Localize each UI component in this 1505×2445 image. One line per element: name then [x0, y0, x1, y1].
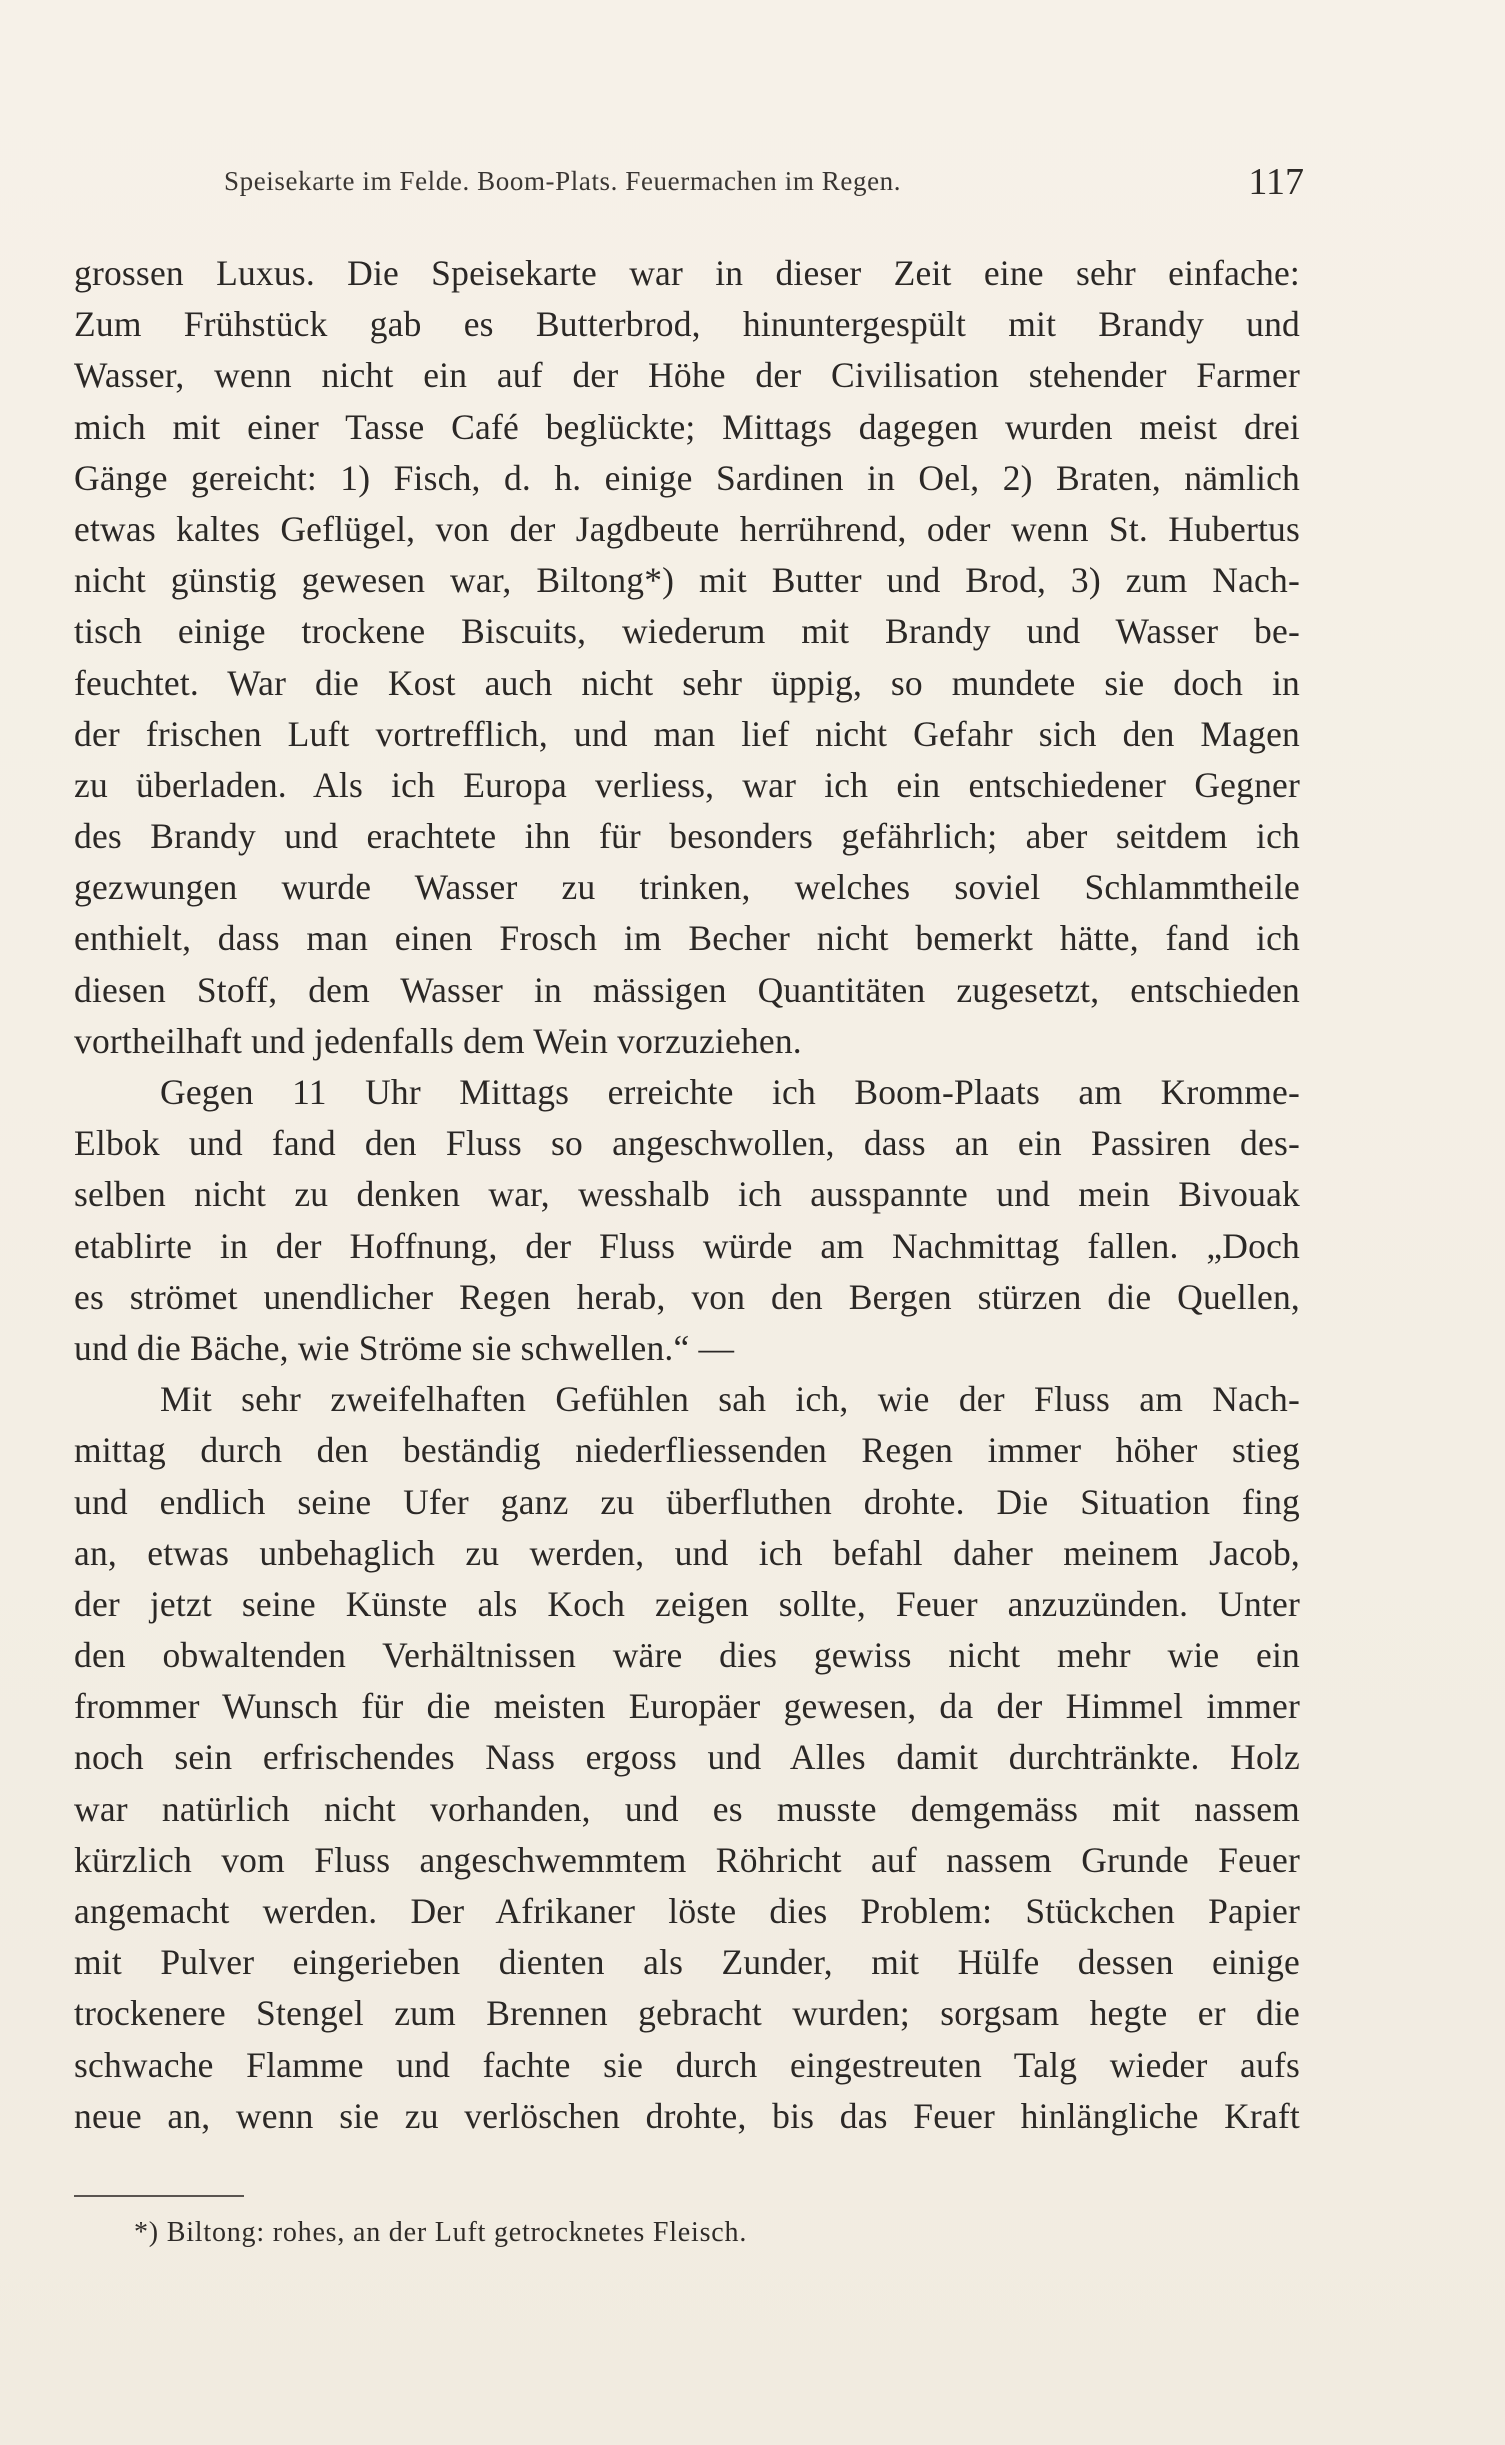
- text-line: war natürlich nicht vorhanden, und es musste demgemäss mit nassem: [74, 1788, 1300, 1829]
- text-line: etablirte in der Hoffnung, der Fluss würde am Nachmittag fallen. „Doch: [74, 1225, 1300, 1266]
- footnote: *) Biltong: rohes, an der Luft getrocknetes Fleisch.: [134, 2217, 748, 2248]
- text-line: kürzlich vom Fluss angeschwemmtem Röhricht auf nassem Grunde Feuer: [74, 1839, 1300, 1880]
- text-line: gezwungen wurde Wasser zu trinken, welches soviel Schlammtheile: [74, 867, 1300, 908]
- running-head: Speisekarte im Felde. Boom-Plats. Feuermachen im Regen.: [224, 166, 902, 196]
- text-line: es strömet unendlicher Regen herab, von den Bergen stürzen die Quellen,: [74, 1276, 1300, 1317]
- text-line: enthielt, dass man einen Frosch im Becher nicht bemerkt hätte, fand ich: [74, 918, 1300, 959]
- text-line: des Brandy und erachtete ihn für besonders gefährlich; aber seitdem ich: [74, 816, 1300, 857]
- page-header: [224, 160, 1304, 208]
- text-line: mich mit einer Tasse Café beglückte; Mittags dagegen wurden meist drei: [74, 406, 1300, 447]
- text-line: Elbok und fand den Fluss so angeschwollen, dass an ein Passiren des-: [74, 1123, 1300, 1164]
- paragraph-start-line: Gegen 11 Uhr Mittags erreichte ich Boom-Plaats am Kromme-: [160, 1072, 1300, 1112]
- text-line: diesen Stoff, dem Wasser in mässigen Quantitäten zugesetzt, entschieden: [74, 969, 1300, 1010]
- text-line: den obwaltenden Verhältnissen wäre dies gewiss nicht mehr wie ein: [74, 1635, 1300, 1676]
- text-line: mit Pulver eingerieben dienten als Zunder, mit Hülfe dessen einige: [74, 1942, 1300, 1983]
- text-line: tisch einige trockene Biscuits, wiederum mit Brandy und Wasser be-: [74, 611, 1300, 652]
- body-text: [74, 248, 1300, 2142]
- text-line: Gänge gereicht: 1) Fisch, d. h. einige Sardinen in Oel, 2) Braten, nämlich: [74, 457, 1300, 498]
- text-line: frommer Wunsch für die meisten Europäer gewesen, da der Himmel immer: [74, 1686, 1300, 1727]
- text-line: trockenere Stengel zum Brennen gebracht wurden; sorgsam hegte er die: [74, 1993, 1300, 2034]
- text-line: neue an, wenn sie zu verlöschen drohte, bis das Feuer hinlängliche Kraft: [74, 2095, 1300, 2136]
- text-line: nicht günstig gewesen war, Biltong*) mit Butter und Brod, 3) zum Nach-: [74, 560, 1300, 601]
- text-line: selben nicht zu denken war, wesshalb ich ausspannte und mein Bivouak: [74, 1174, 1300, 1215]
- text-line: noch sein erfrischendes Nass ergoss und Alles damit durchtränkte. Holz: [74, 1737, 1300, 1778]
- text-line: etwas kaltes Geflügel, von der Jagdbeute herrührend, oder wenn St. Hubertus: [74, 508, 1300, 549]
- text-line: der frischen Luft vortrefflich, und man lief nicht Gefahr sich den Magen: [74, 713, 1300, 754]
- paragraph-end-line: und die Bäche, wie Ströme sie schwellen.“ —: [74, 1327, 735, 1368]
- footnote-divider: [74, 2195, 244, 2197]
- text-line: an, etwas unbehaglich zu werden, und ich befahl daher meinem Jacob,: [74, 1532, 1300, 1573]
- text-line: der jetzt seine Künste als Koch zeigen sollte, Feuer anzuzünden. Unter: [74, 1583, 1300, 1624]
- paragraph-end-line: vortheilhaft und jedenfalls dem Wein vorzuziehen.: [74, 1020, 802, 1061]
- text-line: feuchtet. War die Kost auch nicht sehr üppig, so mundete sie doch in: [74, 662, 1300, 703]
- page-number: 117: [1248, 161, 1304, 203]
- text-line: und endlich seine Ufer ganz zu überfluthen drohte. Die Situation fing: [74, 1481, 1300, 1522]
- text-line: Zum Frühstück gab es Butterbrod, hinuntergespült mit Brandy und: [74, 304, 1300, 345]
- paragraph-start-line: Mit sehr zweifelhaften Gefühlen sah ich, wie der Fluss am Nach-: [160, 1379, 1300, 1420]
- text-line: angemacht werden. Der Afrikaner löste dies Problem: Stückchen Papier: [74, 1891, 1300, 1931]
- text-line: mittag durch den beständig niederfliessenden Regen immer höher stieg: [74, 1430, 1300, 1471]
- text-line: Wasser, wenn nicht ein auf der Höhe der Civilisation stehender Farmer: [74, 355, 1300, 396]
- text-line: schwache Flamme und fachte sie durch eingestreuten Talg wieder aufs: [74, 2044, 1300, 2085]
- text-line: grossen Luxus. Die Speisekarte war in dieser Zeit eine sehr einfache:: [74, 253, 1300, 293]
- text-line: zu überladen. Als ich Europa verliess, war ich ein entschiedener Gegner: [74, 764, 1300, 805]
